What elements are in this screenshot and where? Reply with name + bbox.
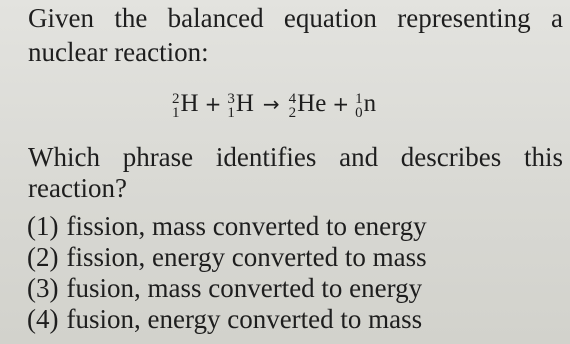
element-symbol: H [180, 90, 199, 117]
choice-text: fusion, energy converted to mass [66, 304, 423, 334]
element-symbol: H [235, 90, 254, 117]
choice-text: fusion, mass converted to energy [66, 273, 423, 303]
nuclear-equation [172, 84, 376, 124]
mass-number: 2 [172, 91, 180, 107]
answer-choice-3[interactable] [27, 273, 422, 303]
plus-sign: + [204, 92, 222, 116]
choice-number: (1) [27, 211, 59, 241]
answer-choice-4[interactable] [27, 304, 422, 334]
question-intro-line-1: Given the balanced equation representing a [28, 3, 563, 33]
nuclide-product-2 [355, 84, 376, 124]
choice-number: (4) [27, 304, 59, 334]
element-symbol: He [297, 90, 327, 117]
nuclide-indices [227, 92, 235, 120]
nuclide-product-1 [289, 84, 327, 124]
nuclide-indices [355, 92, 363, 120]
nuclide-reactant-2 [227, 84, 254, 124]
question-prompt-line-1: Which phrase identifies and describes this [28, 142, 563, 172]
nuclide-indices [172, 92, 180, 120]
atomic-number: 0 [355, 105, 363, 121]
choice-text: fission, mass converted to energy [66, 211, 427, 241]
atomic-number: 2 [288, 105, 297, 121]
nuclide-indices [289, 92, 297, 120]
mass-number: 4 [288, 91, 297, 107]
choice-number: (2) [27, 242, 59, 272]
element-symbol: n [363, 90, 377, 117]
atomic-number: 1 [172, 105, 180, 121]
nuclide-reactant-1 [172, 84, 199, 124]
mass-number: 1 [355, 91, 363, 107]
choice-text: fission, energy converted to mass [66, 242, 427, 272]
plus-sign: + [332, 92, 350, 116]
mass-number: 3 [227, 91, 235, 107]
reaction-arrow: → [262, 92, 280, 116]
answer-choice-1[interactable] [27, 211, 427, 241]
question-intro-line-2: nuclear reaction: [28, 37, 209, 67]
atomic-number: 1 [227, 105, 235, 121]
answer-choice-2[interactable] [27, 242, 427, 272]
choice-number: (3) [27, 273, 59, 303]
question-prompt-line-2: reaction? [28, 173, 127, 203]
